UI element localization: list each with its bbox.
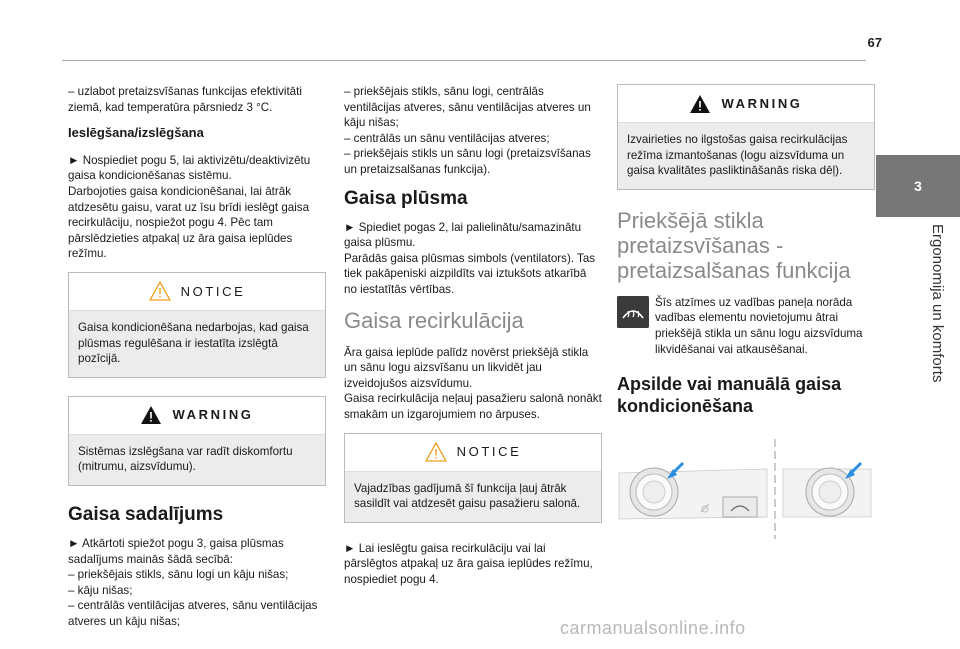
distribution-heading: Gaisa sadalījums bbox=[68, 503, 224, 525]
recirc-p2: Gaisa recirkulācija neļauj pasažieru salonā nonākt smakām un izgarojumiem no ārpuses. bbox=[344, 392, 602, 421]
top-rule bbox=[62, 60, 866, 61]
warning-header bbox=[69, 397, 325, 435]
caution-triangle-icon bbox=[149, 281, 171, 301]
chapter-tab[interactable]: 3 bbox=[876, 155, 960, 217]
caution-triangle-icon bbox=[425, 442, 447, 462]
recirc-p3: ► Lai ieslēgtu gaisa recirkulāciju vai lai pārslēgtos atpakaļ uz āra gaisa ieplūdes režīmu, nospiediet pogu 4. bbox=[344, 541, 593, 586]
dist-item-1: – priekšējais stikls, sānu logi un kāju nišas; bbox=[68, 568, 289, 582]
dist-item-2: – kāju nišas; bbox=[68, 583, 133, 597]
warning-triangle-icon bbox=[689, 94, 711, 114]
notice-text: Gaisa kondicionēšana nedarbojas, kad gaisa plūsmas regulēšana ir iestatīta izslēgtā pozīcijā. bbox=[78, 320, 309, 366]
chapter-title: Ergonomija un komforts bbox=[929, 224, 946, 383]
warning-box bbox=[68, 396, 326, 486]
column-1 bbox=[68, 84, 326, 629]
notice-label-2: NOTICE bbox=[456, 444, 522, 460]
notice-header-2 bbox=[345, 434, 601, 472]
page-number: 67 bbox=[867, 35, 882, 50]
onoff-heading: Ieslēgšana/izslēgšana bbox=[68, 125, 204, 141]
recirculation-heading: Gaisa recirkulācija bbox=[344, 307, 524, 333]
onoff-p1: ► Nospiediet pogu 5, lai aktivizētu/deaktivizētu gaisa kondicionēšanas sistēmu. bbox=[68, 153, 311, 183]
warning-header-2 bbox=[618, 85, 874, 123]
manual-ac-heading: Apsilde vai manuālā gaisa kondicionēšana bbox=[617, 374, 842, 417]
windscreen-defrost-icon bbox=[617, 296, 649, 328]
defrost-heading: Priekšējā stikla pretaizsvīšanas - pretaizsalšanas funkcija bbox=[617, 207, 851, 283]
col2-item-2: – centrālās un sānu ventilācijas atveres; bbox=[344, 131, 550, 145]
warning-triangle-icon bbox=[140, 405, 162, 425]
recirc-p1: Āra gaisa ieplūde palīdz novērst priekšējā stikla un sānu logu aizsvīšanu un likvidēt jau izveidojušos aizsvīdumu. bbox=[344, 345, 589, 390]
intro-text: – uzlabot pretaizsvīšanas funkcijas efektivitāti ziemā, kad temperatūra pārsniedz 3 °C. bbox=[68, 85, 302, 114]
col2-item-3: – priekšējais stikls un sānu logi (pretaizsvīšanas un pretaizsalšanas funkcija). bbox=[344, 147, 591, 176]
warning-label-2: WARNING bbox=[721, 95, 803, 111]
col2-item-1: – priekšējais stikls, sānu logi, centrālās ventilācijas atveres, sānu ventilācijas atveres un kāju nišas; bbox=[344, 85, 591, 130]
defrost-text: Šīs atzīmes uz vadības paneļa norāda vadības elementu novietojumu ātrai priekšējā stikla un sānu logu aizsvīduma likvidēšanai vai atkausēšanai. bbox=[655, 295, 863, 356]
watermark: carmanualsonline.info bbox=[560, 618, 746, 638]
notice-label: NOTICE bbox=[180, 283, 246, 299]
column-3 bbox=[617, 84, 875, 548]
control-panel-illustration bbox=[617, 435, 873, 543]
warning-label: WARNING bbox=[172, 407, 254, 423]
airflow-p2: Parādās gaisa plūsmas simbols (ventilators). Tas tiek pakāpeniski aizpildīts vai iztukšots atkarībā no iestatītās vērtības. bbox=[344, 251, 596, 296]
notice-box bbox=[68, 272, 326, 378]
defrost-row bbox=[617, 295, 875, 357]
warning-text: Sistēmas izslēgšana var radīt diskomfortu (mitrumu, aizsvīdumu). bbox=[78, 444, 293, 474]
warning-text-2: Izvairieties no ilgstošas gaisa recirkulācijas režīma izmantošanas (logu aizsvīduma un gaisa kvalitātes pasliktināšanās riska dēļ). bbox=[627, 133, 848, 178]
dist-p1: ► Atkārtoti spiežot pogu 3, gaisa plūsmas sadalījums mainās šādā secībā: bbox=[68, 536, 284, 566]
notice-header bbox=[69, 273, 325, 311]
airflow-heading: Gaisa plūsma bbox=[344, 187, 468, 209]
notice-text-2: Vajadzības gadījumā šī funkcija ļauj ātrāk sasildīt vai atdzesēt gaisu pasažieru salonā. bbox=[354, 481, 581, 511]
notice-box-2 bbox=[344, 433, 602, 523]
onoff-p2: Darbojoties gaisa kondicionēšanai, lai ātrāk atdzesētu gaisu, varat uz īsu brīdi ieslēgt gaisa recirkulāciju, nospiežot pogu 4. Pēc tam pārslēdzieties atpakaļ uz āra gaisa ieplūdes režīmu. bbox=[68, 184, 310, 261]
dist-item-3: – centrālās ventilācijas atveres, sānu ventilācijas atveres un kāju nišas; bbox=[68, 599, 318, 628]
column-2 bbox=[344, 84, 602, 597]
warning-box-2 bbox=[617, 84, 875, 190]
airflow-p1: ► Spiediet pogas 2, lai palielinātu/samazinātu gaisa plūsmu. bbox=[344, 220, 582, 250]
